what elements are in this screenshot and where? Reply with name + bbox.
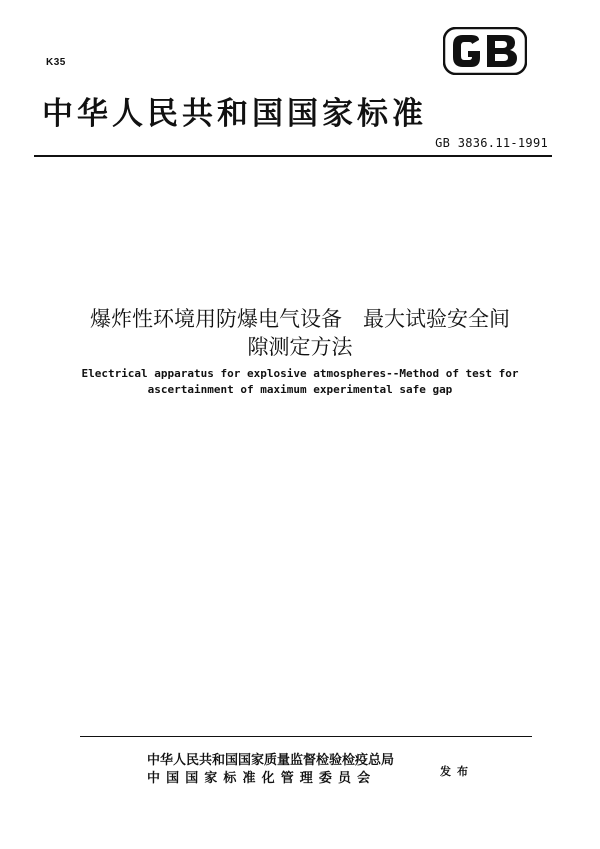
issuer-line-2: 中国国家标准化管理委员会 [147,771,377,786]
issuing-authorities [147,752,394,788]
national-standard-title: 中华人民共和国国家标准 [42,96,427,132]
chinese-title-line-2: 隙测定方法 [247,335,353,359]
publish-label: 发布 [440,765,474,778]
classification-code: K35 [46,57,66,68]
issuer-line-1: 中华人民共和国国家质量监督检验检疫总局 [147,753,395,768]
header-divider [34,155,552,157]
gb-logo [443,27,527,75]
english-title-line-2: ascertainment of maximum experimental safe gap [147,383,453,396]
chinese-title-line-1: 爆炸性环境用防爆电气设备 最大试验安全间 [90,307,510,331]
chinese-title [30,305,570,361]
english-title-line-1: Electrical apparatus for explosive atmospheres--Method of test for [81,367,519,380]
english-title [30,366,570,398]
standard-number: GB 3836.11-1991 [435,136,548,150]
footer-divider [80,736,532,737]
